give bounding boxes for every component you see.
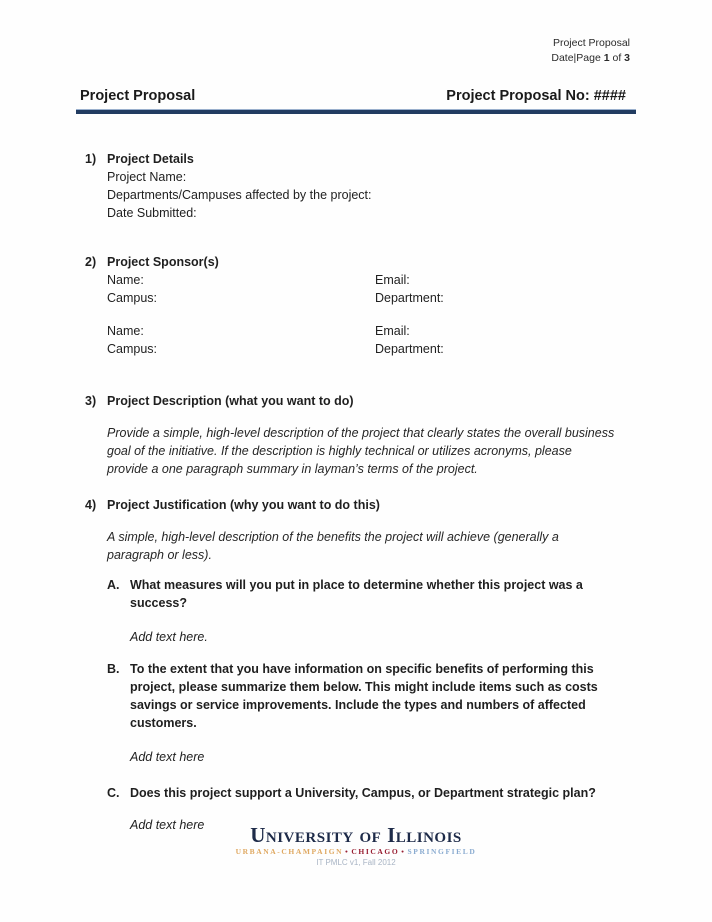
sponsor-right-col bbox=[375, 322, 444, 358]
document-body bbox=[85, 150, 641, 834]
question-item-c bbox=[107, 784, 641, 802]
field-label-date-submitted: Date Submitted: bbox=[107, 206, 197, 220]
sponsor-right-col bbox=[375, 271, 444, 307]
placeholder-text-a: Add text here. bbox=[130, 630, 208, 644]
page-title: Project Proposal bbox=[80, 88, 196, 104]
university-wordmark: University of Illinois bbox=[250, 823, 462, 847]
field-label-campus: Campus: bbox=[107, 342, 158, 356]
meta-of: of bbox=[609, 52, 625, 64]
sponsor-blocks bbox=[107, 271, 641, 358]
placeholder-text-c: Add text here bbox=[130, 818, 205, 832]
section-number: 3) bbox=[85, 394, 97, 408]
section-project-details bbox=[85, 150, 641, 222]
footer-logo bbox=[0, 824, 712, 868]
guidance-line: Provide a simple, high-level description of the project that clearly states the overall business bbox=[107, 426, 615, 440]
running-header-meta bbox=[551, 51, 630, 66]
section-heading bbox=[85, 496, 641, 514]
field-label-email: Email: bbox=[375, 324, 410, 338]
sponsor-block-2 bbox=[107, 322, 641, 358]
guidance-line: goal of the initiative. If the description is highly technical or utilizes acronyms, please bbox=[107, 444, 572, 458]
description-guidance bbox=[107, 424, 641, 478]
field-label-departments: Departments/Campuses affected by the project: bbox=[107, 188, 372, 202]
section-heading bbox=[85, 392, 641, 410]
campus-line bbox=[0, 847, 712, 856]
title-row bbox=[80, 88, 626, 104]
running-header-title: Project Proposal bbox=[552, 37, 630, 49]
page-total: 3 bbox=[624, 52, 630, 64]
bullet-separator: • bbox=[345, 847, 350, 856]
sponsor-left-col bbox=[107, 271, 375, 307]
field-label-name: Name: bbox=[107, 273, 144, 287]
document-version: IT PMLC v1, Fall 2012 bbox=[316, 858, 396, 867]
field-label-email: Email: bbox=[375, 273, 410, 287]
section-project-description bbox=[85, 392, 641, 478]
section-number: 2) bbox=[85, 255, 97, 269]
question-item-b bbox=[107, 660, 641, 732]
section-number: 4) bbox=[85, 498, 97, 512]
sponsor-block-1 bbox=[107, 271, 641, 307]
question-line: please summarize them below. This might include items such as costs savings or bbox=[130, 680, 598, 712]
campus-springfield: SPRINGFIELD bbox=[407, 847, 477, 856]
question-text: Does this project support a University, Campus, or Department strategic plan? bbox=[130, 786, 596, 800]
section-number: 1) bbox=[85, 152, 97, 166]
bullet-separator: • bbox=[401, 847, 406, 856]
divider-rule bbox=[76, 109, 636, 114]
item-letter: A. bbox=[107, 578, 120, 592]
justification-guidance bbox=[107, 528, 641, 564]
details-fields bbox=[107, 168, 641, 222]
question-line: service improvements. Include the types and numbers of affected customers. bbox=[130, 698, 586, 730]
field-label-department: Department: bbox=[375, 291, 444, 305]
section-heading bbox=[85, 150, 641, 168]
field-label-campus: Campus: bbox=[107, 291, 158, 305]
question-text bbox=[130, 660, 630, 732]
proposal-number: Project Proposal No: #### bbox=[446, 88, 626, 104]
justification-body bbox=[107, 528, 641, 834]
section-title: Project Details bbox=[107, 152, 194, 166]
guidance-line: paragraph or less). bbox=[107, 548, 212, 562]
guidance-line: provide a one paragraph summary in layman’s terms of the project. bbox=[107, 462, 478, 476]
question-text: What measures will you put in place to determine whether this project was a success? bbox=[130, 578, 583, 610]
campus-chicago: CHICAGO bbox=[351, 847, 400, 856]
section-title: Project Sponsor(s) bbox=[107, 255, 219, 269]
placeholder-text-b: Add text here bbox=[130, 750, 205, 764]
field-label-department: Department: bbox=[375, 342, 444, 356]
question-line: To the extent that you have information on specific benefits of performing this project, bbox=[130, 662, 594, 694]
section-title: Project Description (what you want to do) bbox=[107, 394, 354, 408]
guidance-line: A simple, high-level description of the benefits the project will achieve (generally a bbox=[107, 530, 559, 544]
section-project-justification bbox=[85, 496, 641, 834]
section-project-sponsors bbox=[85, 253, 641, 358]
question-item-a bbox=[107, 576, 641, 612]
field-label-name: Name: bbox=[107, 324, 144, 338]
section-title: Project Justification (why you want to do this) bbox=[107, 498, 380, 512]
item-letter: C. bbox=[107, 786, 120, 800]
running-header bbox=[551, 36, 630, 66]
field-label-project-name: Project Name: bbox=[107, 170, 187, 184]
meta-prefix: Date|Page bbox=[551, 52, 604, 64]
page-number: 1 bbox=[603, 52, 610, 64]
campus-urbana: URBANA-CHAMPAIGN bbox=[235, 847, 344, 856]
sponsor-left-col bbox=[107, 322, 375, 358]
item-letter: B. bbox=[107, 662, 120, 676]
section-heading bbox=[85, 253, 641, 271]
